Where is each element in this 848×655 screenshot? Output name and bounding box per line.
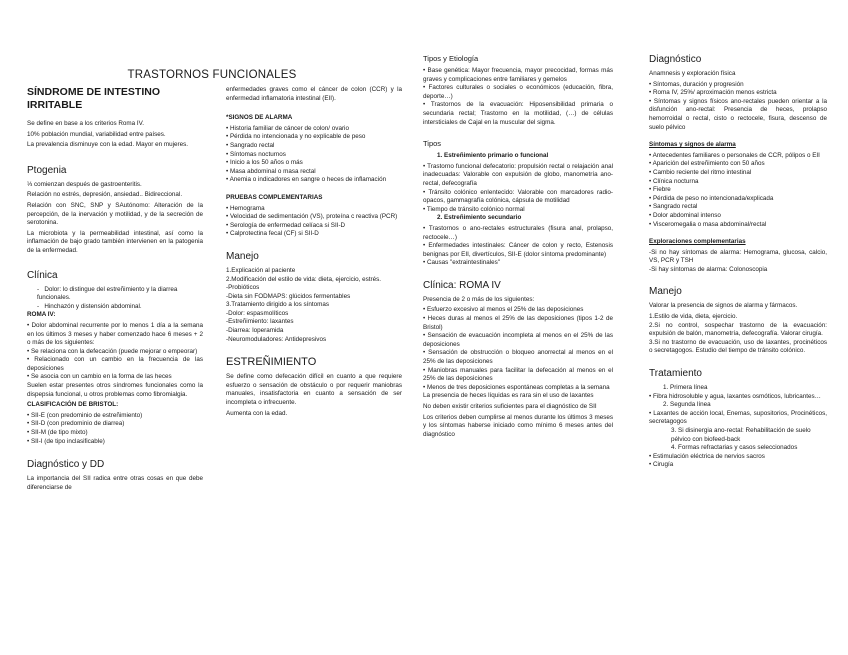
bristol-list [27, 412, 203, 446]
list-item: • Esfuerzo excesivo al menos el 25% de las deposiciones [423, 306, 584, 314]
list-item: • Cirugía [649, 461, 674, 469]
paragraph: Presencia de 2 o más de los siguientes: [423, 295, 535, 303]
list-item: • Masa abdominal o masa rectal [226, 167, 316, 175]
list-item: • Anemia o indicadores en sangre o heces de inflamación [226, 176, 387, 184]
list-item: • Estimulación eléctrica de nervios sacros [649, 452, 765, 460]
tratamiento-list [649, 384, 827, 470]
section-title-etiologia: Tipos y Etiología [423, 54, 479, 63]
list-item: • Clínica nocturna [649, 177, 699, 185]
list-item: 2. Segunda línea [663, 401, 711, 409]
list-item: • Trastornos de la evacuación: Hiposensibilidad primaria o secundaria rectal; Trastorno en la motilidad, (…) de células intersticiales de Cajal en la muscular del sigma. [423, 101, 613, 126]
list-item: • Causas "extraintestinales" [423, 259, 501, 267]
list-item: • Dolor abdominal intenso [649, 211, 721, 219]
list-item: • Aparición del estreñimiento con 50 años [649, 160, 765, 168]
paragraph: La presencia de heces líquidas es rara sin el uso de laxantes [423, 392, 594, 400]
pruebas-list [226, 205, 402, 239]
list-item: 1.Estilo de vida, dieta, ejercicio. [649, 313, 738, 321]
list-item: -Diarrea: loperamida [226, 327, 284, 335]
list-item: • Antecedentes familiares o personales de CCR, pólipos o EII [649, 151, 820, 159]
list-item: • Factores culturales o sociales o económicos (educación, fibra, deporte…) [423, 84, 613, 100]
list-item: -Estreñimiento: laxantes [226, 318, 294, 326]
list-item: • Calprotectina fecal (CF) si SII-D [226, 230, 319, 238]
list-item: - Dolor: lo distingue del estreñimiento y la diarrea funcionales. [37, 285, 178, 302]
clinica-list [27, 286, 203, 312]
pruebas-label: PRUEBAS COMPLEMENTARIAS [226, 193, 323, 201]
section-title-ptogenia: Ptogenia [27, 164, 67, 176]
sintomas-alarma-list [649, 152, 827, 229]
paragraph: Se define en base a los criterios Roma IV. [27, 120, 145, 127]
paragraph: La prevalencia disminuye con la edad. Mayor en mujeres. [27, 141, 189, 149]
list-item: • Cambio reciente del ritmo intestinal [649, 168, 752, 176]
list-item: • Sensación de obstrucción o bloqueo anorrectal al menos en el 25% de las deposiciones [423, 349, 613, 366]
list-item: 3.Tratamiento dirigido a los síntomas [226, 301, 330, 309]
roma-label: ROMA IV: [27, 311, 56, 319]
list-item: • Sangrado rectal [649, 203, 698, 211]
list-item: • Fiebre [649, 186, 671, 194]
tipo1-label: 1. Estreñimiento primario o funcional [437, 152, 549, 160]
list-item: • Síntomas y signos físicos ano-rectales pueden orientar a la disfunción ano-rectal: Presencia de heces, prolapso hemorroidal o rectal, cisto o rectocele, fisura, descenso de suelo pélvico [649, 97, 827, 131]
list-item: • SII-I (de tipo inclasificable) [27, 437, 105, 445]
section-title-estrenimiento: ESTREÑIMIENTO [226, 356, 317, 369]
paragraph: La importancia del SII radica entre otras cosas en que debe diferenciarse de [27, 475, 203, 491]
exploraciones-label: Exploraciones complementarias [649, 238, 746, 246]
list-item: -Probióticos [226, 284, 260, 292]
list-item: • Base genética: Mayor frecuencia, mayor precocidad, formas más graves y complicaciones entre familiares y gemelos [423, 67, 613, 83]
list-item: • Velocidad de sedimentación (VS), proteína c reactiva (PCR) [226, 213, 398, 221]
sintomas-alarma-label: Síntomas y signos de alarma [649, 141, 736, 149]
section-title-clinica-roma: Clínica: ROMA IV [423, 279, 501, 291]
paragraph: Relación no estrés, depresión, ansiedad.. Bidireccional. [27, 191, 183, 199]
paragraph: Valorar la presencia de signos de alarma y fármacos. [649, 302, 798, 310]
section-title-tipos: Tipos [423, 139, 442, 149]
list-item: 3. Si disinergia ano-rectal: Rehabilitación de suelo pélvico con biofeed-back [671, 427, 811, 443]
list-item: 3.Si no trastorno de evacuación, uso de laxantes, procinéticos o secretagogos. Estudio del tiempo de tránsito colónico. [649, 338, 827, 355]
list-item: • Fibra hidrosoluble y agua, laxantes osmóticos, lubricantes… [649, 392, 821, 400]
list-item: -Neuromoduladores: Antidepresivos [226, 335, 327, 343]
bristol-label: CLASIFICACIÓN DE BRISTOL: [27, 401, 119, 409]
list-item: • Trastorno funcional defecatorio: propulsión rectal o relajación anal inadecuadas: Valorable con expulsión de globo, manometría ano-rectal, defecografía [423, 162, 613, 187]
list-item: • Hemograma [226, 204, 265, 212]
list-item: • Relacionado con un cambio en la frecuencia de las deposiciones [27, 356, 203, 372]
section-title-manejo: Manejo [226, 250, 259, 262]
list-item: • Sangrado rectal [226, 141, 275, 149]
tipo1-list [423, 163, 613, 215]
section-title-diagnostico-estr: Diagnóstico [649, 54, 702, 65]
list-item: • Pérdida no intencionada y no explicable de peso [226, 133, 366, 141]
list-item: • Visceromegalia o masa abdominal/rectal [649, 220, 767, 228]
diagnostico-list [649, 81, 827, 133]
list-item: - Hinchazón y distensión abdominal. [37, 302, 142, 310]
list-item: • Tránsito colónico enlentecido: Valorable con marcadores radio-opacos, gammagrafía colónica, cápsula de motilidad [423, 188, 613, 205]
list-item: 2.Modificación del estilo de vida: dieta, ejercicio, estrés. [226, 275, 382, 283]
alarma-list [226, 125, 402, 185]
list-item: • Serología de enfermedad celíaca si SII-D [226, 221, 346, 229]
list-item: • Síntomas, duración y progresión [649, 80, 744, 88]
list-item: 2.Si no control, sospechar trastorno de la evacuación: expulsión de balón, manometría, defecografía. Valorar cirugía. [649, 321, 827, 338]
paragraph: Aumenta con la edad. [226, 409, 288, 417]
list-item: • Menos de tres deposiciones espontáneas completas a la semana [423, 383, 610, 391]
list-item: -Dieta sin FODMAPS: glúcidos fermentables [226, 292, 351, 300]
alarma-label: *SIGNOS DE ALARMA [226, 114, 293, 122]
list-item: • Heces duras al menos el 25% de las deposiciones (tipos 1-2 de Bristol) [423, 315, 613, 331]
list-item: • Roma IV, 25%/ aproximación menos estricta [649, 89, 777, 97]
list-item: • SII-D (con predominio de diarrea) [27, 420, 125, 428]
manejo-estr-list [649, 313, 827, 356]
list-item: • Inicio a los 50 años o más [226, 159, 303, 167]
section-title-tratamiento: Tratamiento [649, 368, 702, 380]
manejo-list [226, 267, 402, 344]
list-item: 1. Primera línea [663, 384, 708, 392]
list-item: • Pérdida de peso no intencionada/explicada [649, 194, 774, 202]
list-item: 4. Formas refractarias y casos seleccionados [671, 444, 798, 452]
paragraph: ⅓ comienzan después de gastroenteritis. [27, 180, 142, 188]
section-title-clinica: Clínica [27, 269, 58, 281]
etiologia-list [423, 67, 613, 127]
paragraph: No deben existir criterios suficientes para el diagnóstico de SII [423, 403, 597, 410]
paragraph: Suelen estar presentes otros síndromes funcionales como la dispepsia funcional, u otros problemas como fibromialgia. [27, 382, 203, 398]
document-title: TRASTORNOS FUNCIONALES [127, 69, 297, 81]
list-item: • Laxantes de acción local, Enemas, supositorios, Procinéticos, secretagogos [649, 409, 827, 426]
paragraph: Relación con SNC, SNP y SAutónomo: Alteración de la percepción, de la inervación y motilidad, y de la secreción de serotonina. [27, 201, 203, 227]
list-item: -Si hay síntomas de alarma: Colonoscopia [649, 265, 768, 273]
tipo2-label: 2. Estreñimiento secundario [437, 214, 522, 222]
list-item: 1.Explicación al paciente [226, 266, 296, 274]
list-item: • SII-E (con predominio de estreñimiento) [27, 411, 143, 419]
list-item: -Dolor: espasmolíticos [226, 309, 289, 317]
list-item: • Se relaciona con la defecación (puede mejorar o empeorar) [27, 347, 198, 355]
clinica-roma-list [423, 306, 613, 392]
list-item: • Tiempo de tránsito colónico normal [423, 205, 525, 213]
paragraph: 10% población mundial, variabilidad entre países. [27, 130, 166, 138]
section-title-sii: SÍNDROME DE INTESTINO IRRITABLE [27, 86, 161, 111]
list-item: • Se asocia con un cambio en la forma de las heces [27, 373, 172, 381]
paragraph: La microbiota y la permeabilidad intestinal, así como la inflamación de bajo grado también intervienen en la patogenia de la enfermedad. [27, 229, 203, 254]
exploraciones-list [649, 249, 827, 275]
column-4 [649, 54, 827, 470]
column-1 [27, 70, 203, 494]
list-item: • SII-M (de tipo mixto) [27, 429, 88, 437]
list-item: • Dolor abdominal recurrente por lo menos 1 día a la semana en los últimos 3 meses y haber comenzado hace 6 meses + 2 o más de los siguientes: [27, 321, 203, 347]
paragraph: enfermedades graves como el cáncer de colon (CCR) y la enfermedad inflamatoria intestinal (EII). [226, 86, 402, 102]
column-2 [226, 86, 402, 420]
paragraph: Los criterios deben cumplirse al menos durante los últimos 3 meses y los síntomas haberse iniciado como mínimo 6 meses antes del diagnóstico [423, 413, 613, 438]
list-item: • Trastornos o ano-rectales estructurales (fisura anal, prolapso, rectocele…) [423, 224, 613, 241]
list-item: • Sensación de evacuación incompleta al menos en el 25% de las deposiciones [423, 332, 613, 348]
list-item: -Si no hay síntomas de alarma: Hemograma, glucosa, calcio, VS, PCR y TSH [649, 248, 827, 265]
roma-list [27, 322, 203, 382]
paragraph: Anamnesis y exploración física [649, 70, 736, 77]
list-item: • Enfermedades intestinales: Cáncer de colon y recto, Estenosis benignas por EII, divertículos, SII-E (dolor síntoma predominante) [423, 242, 613, 258]
tipo2-list [423, 225, 613, 268]
list-item: • Síntomas nocturnos [226, 150, 286, 158]
list-item: • Maniobras manuales para facilitar la defecación al menos en el 25% de las deposiciones [423, 366, 613, 383]
column-3 [423, 54, 613, 441]
paragraph: Se define como defecación difícil en cuanto a que requiere esfuerzo o sensación de obstáculo o por requerir maniobras manuales, insatisfactoria en cuanto a sensación de ser incompleta o infrecuente. [226, 373, 402, 407]
section-title-diagnostico: Diagnóstico y DD [27, 459, 105, 471]
list-item: • Historia familiar de cáncer de colon/ ovario [226, 124, 349, 132]
section-title-manejo-estr: Manejo [649, 286, 682, 298]
